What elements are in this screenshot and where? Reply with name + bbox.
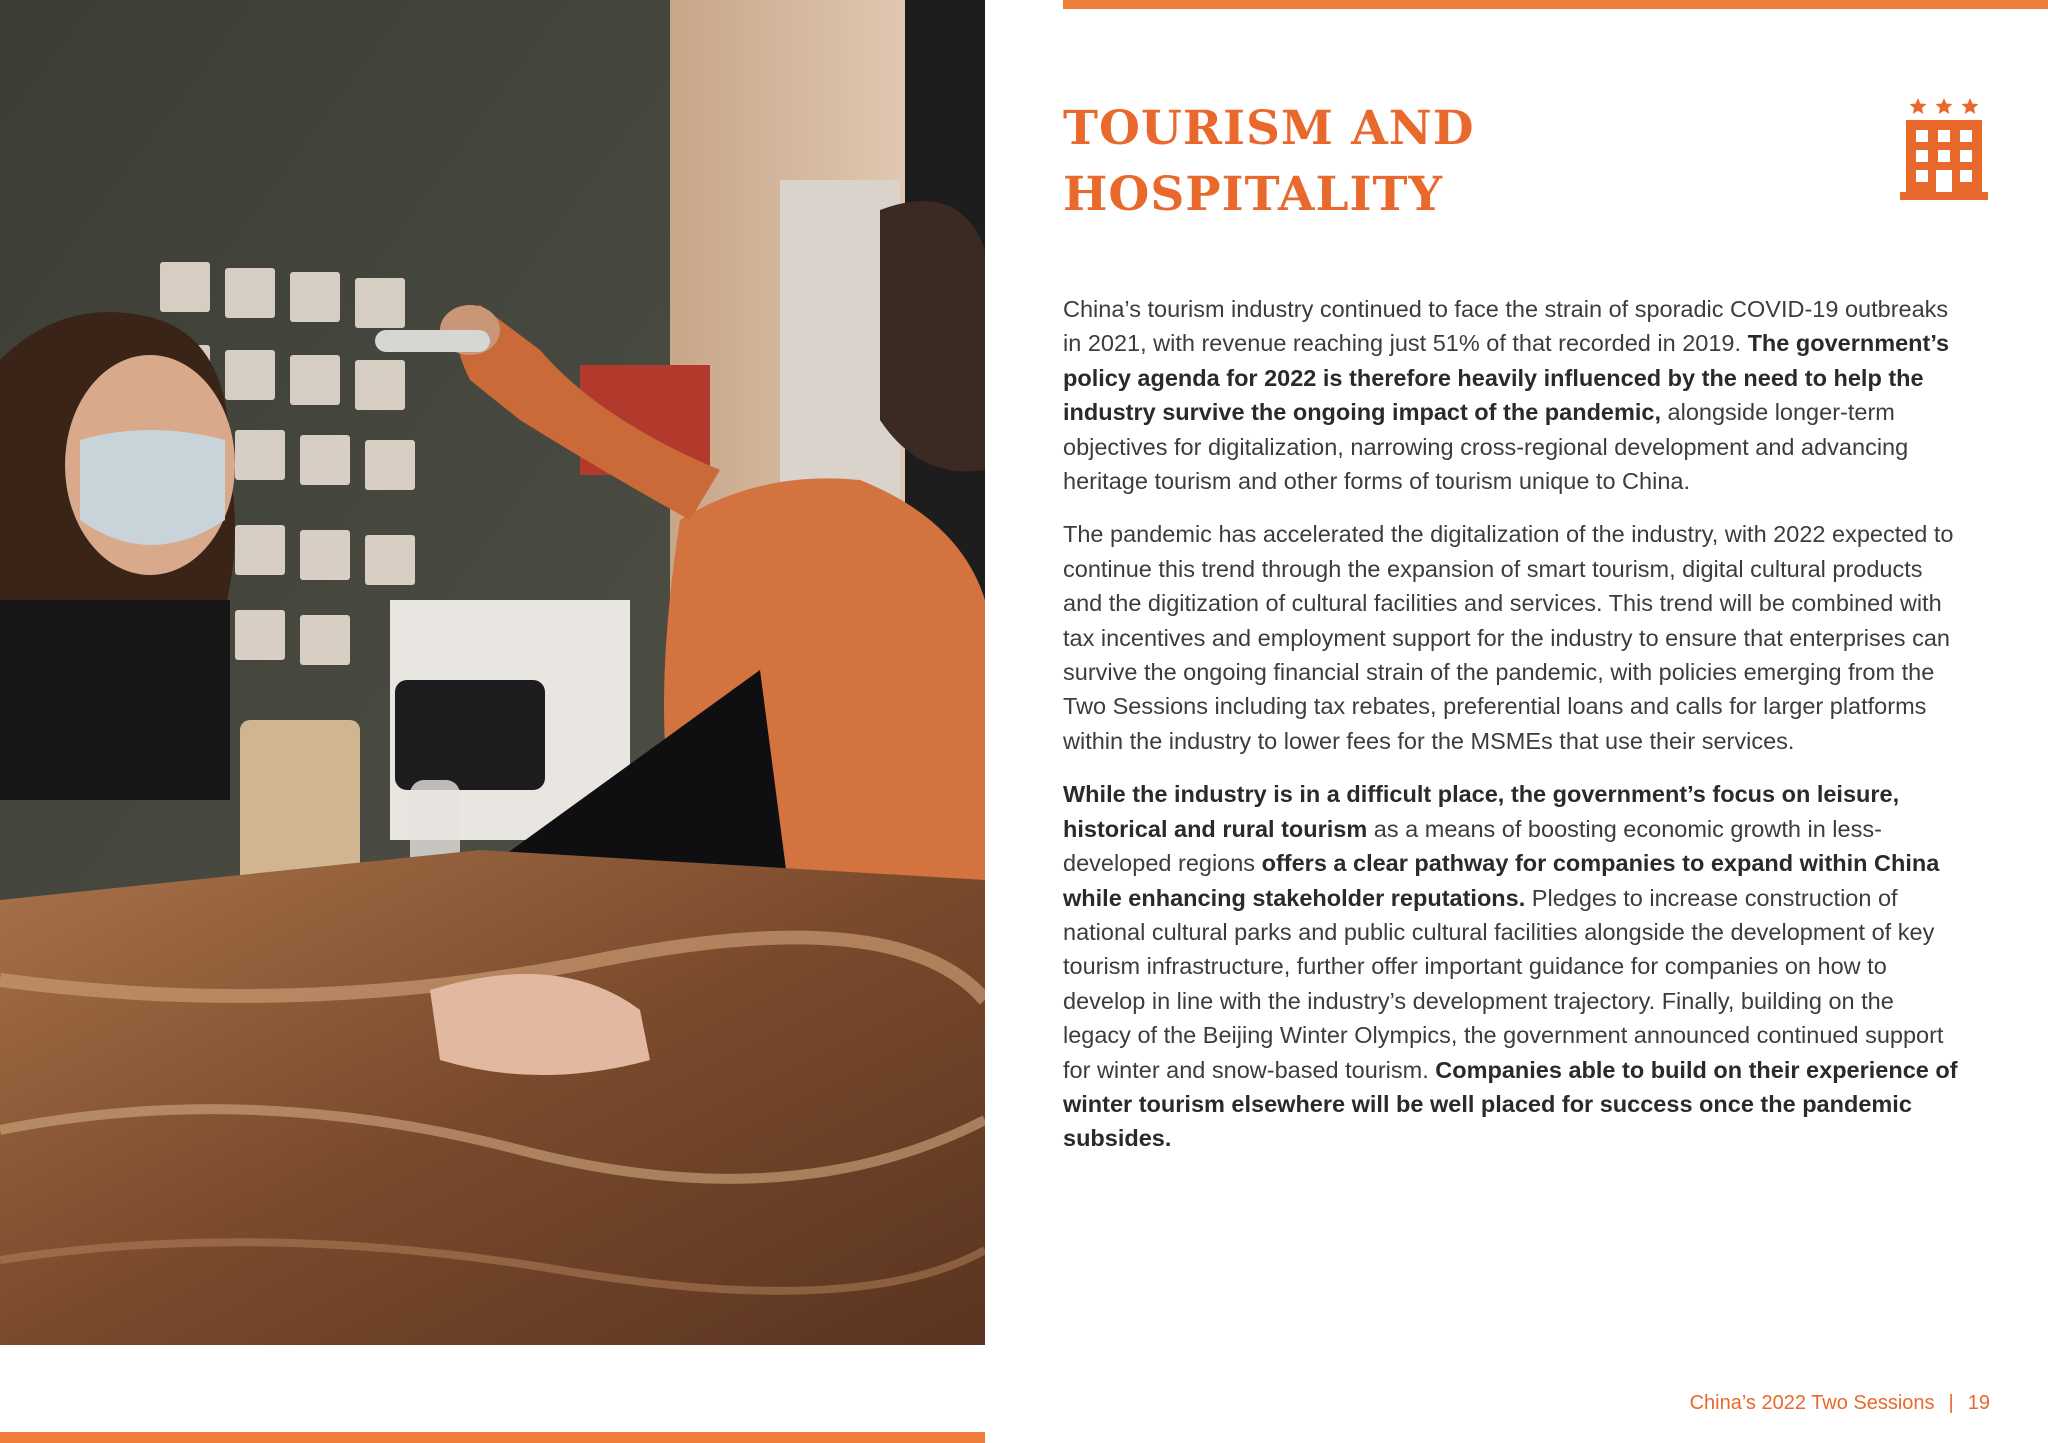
bottom-accent-bar xyxy=(0,1432,985,1443)
article-body xyxy=(1063,292,1963,1175)
paragraph-3-text-2: Pledges to increase construction of national cultural parks and public cultural facilities alongside the development of key tourism infrastructure, further offer important guidance for companies on how to develop in line with the industry’s development trajectory. Finally, building on the legacy of the Beijing Winter Olympics, the government announced continued support for winter and snow-based tourism. xyxy=(1063,884,1944,1083)
reception-photo-illustration xyxy=(0,0,985,1345)
page-title xyxy=(1063,96,1474,228)
paragraph-3-bold-2: offers a clear pathway for companies to expand within China while enhancing stakeholder reputations. xyxy=(1063,850,1940,911)
top-accent-bar xyxy=(1063,0,2048,9)
hero-photo xyxy=(0,0,985,1345)
page-title-line-2: HOSPITALITY xyxy=(1063,167,1444,222)
paragraph-2 xyxy=(1063,517,1963,758)
footer-publication: China’s 2022 Two Sessions xyxy=(1689,1392,1935,1414)
page-title-line-1: TOURISM AND xyxy=(1063,101,1475,156)
paragraph-3 xyxy=(1063,777,1963,1155)
paragraph-1-text-2: alongside longer-term objectives for digitalization, narrowing cross-regional development and advancing heritage tourism and other forms of tourism unique to China. xyxy=(1063,399,1909,495)
paragraph-3-bold-3: Companies able to build on their experience of winter tourism elsewhere will be well placed for success once the pandemic subsides. xyxy=(1063,1056,1958,1152)
paragraph-3-text-1: as a means of boosting economic growth in less-developed regions xyxy=(1063,815,1882,877)
hotel-building-icon xyxy=(1898,94,1990,204)
paragraph-1-bold-1: The government’s policy agenda for 2022 is therefore heavily influenced by the need to help the industry survive the ongoing impact of the pandemic, xyxy=(1063,330,1950,426)
footer-separator: | xyxy=(1948,1392,1954,1414)
paragraph-1-text-1: China’s tourism industry continued to face the strain of sporadic COVID-19 outbreaks in 2021, with revenue reaching just 51% of that recorded in 2019. xyxy=(1063,296,1949,357)
paragraph-3-bold-1: While the industry is in a difficult place, the government’s focus on leisure, historical and rural tourism xyxy=(1063,781,1900,842)
paragraph-1 xyxy=(1063,292,1963,498)
page-number: 19 xyxy=(1967,1392,1990,1414)
page-footer xyxy=(1690,1392,1990,1415)
paragraph-2-text-1: The pandemic has accelerated the digitalization of the industry, with 2022 expected to continue this trend through the expansion of smart tourism, digital cultural products and the digitization of cultural facilities and services. This trend will be combined with tax incentives and employment support for the industry to ensure that enterprises can survive the ongoing financial strain of the pandemic, with policies emerging from the Two Sessions including tax rebates, preferential loans and calls for larger platforms within the industry to lower fees for the MSMEs that use their services. xyxy=(1063,521,1954,754)
